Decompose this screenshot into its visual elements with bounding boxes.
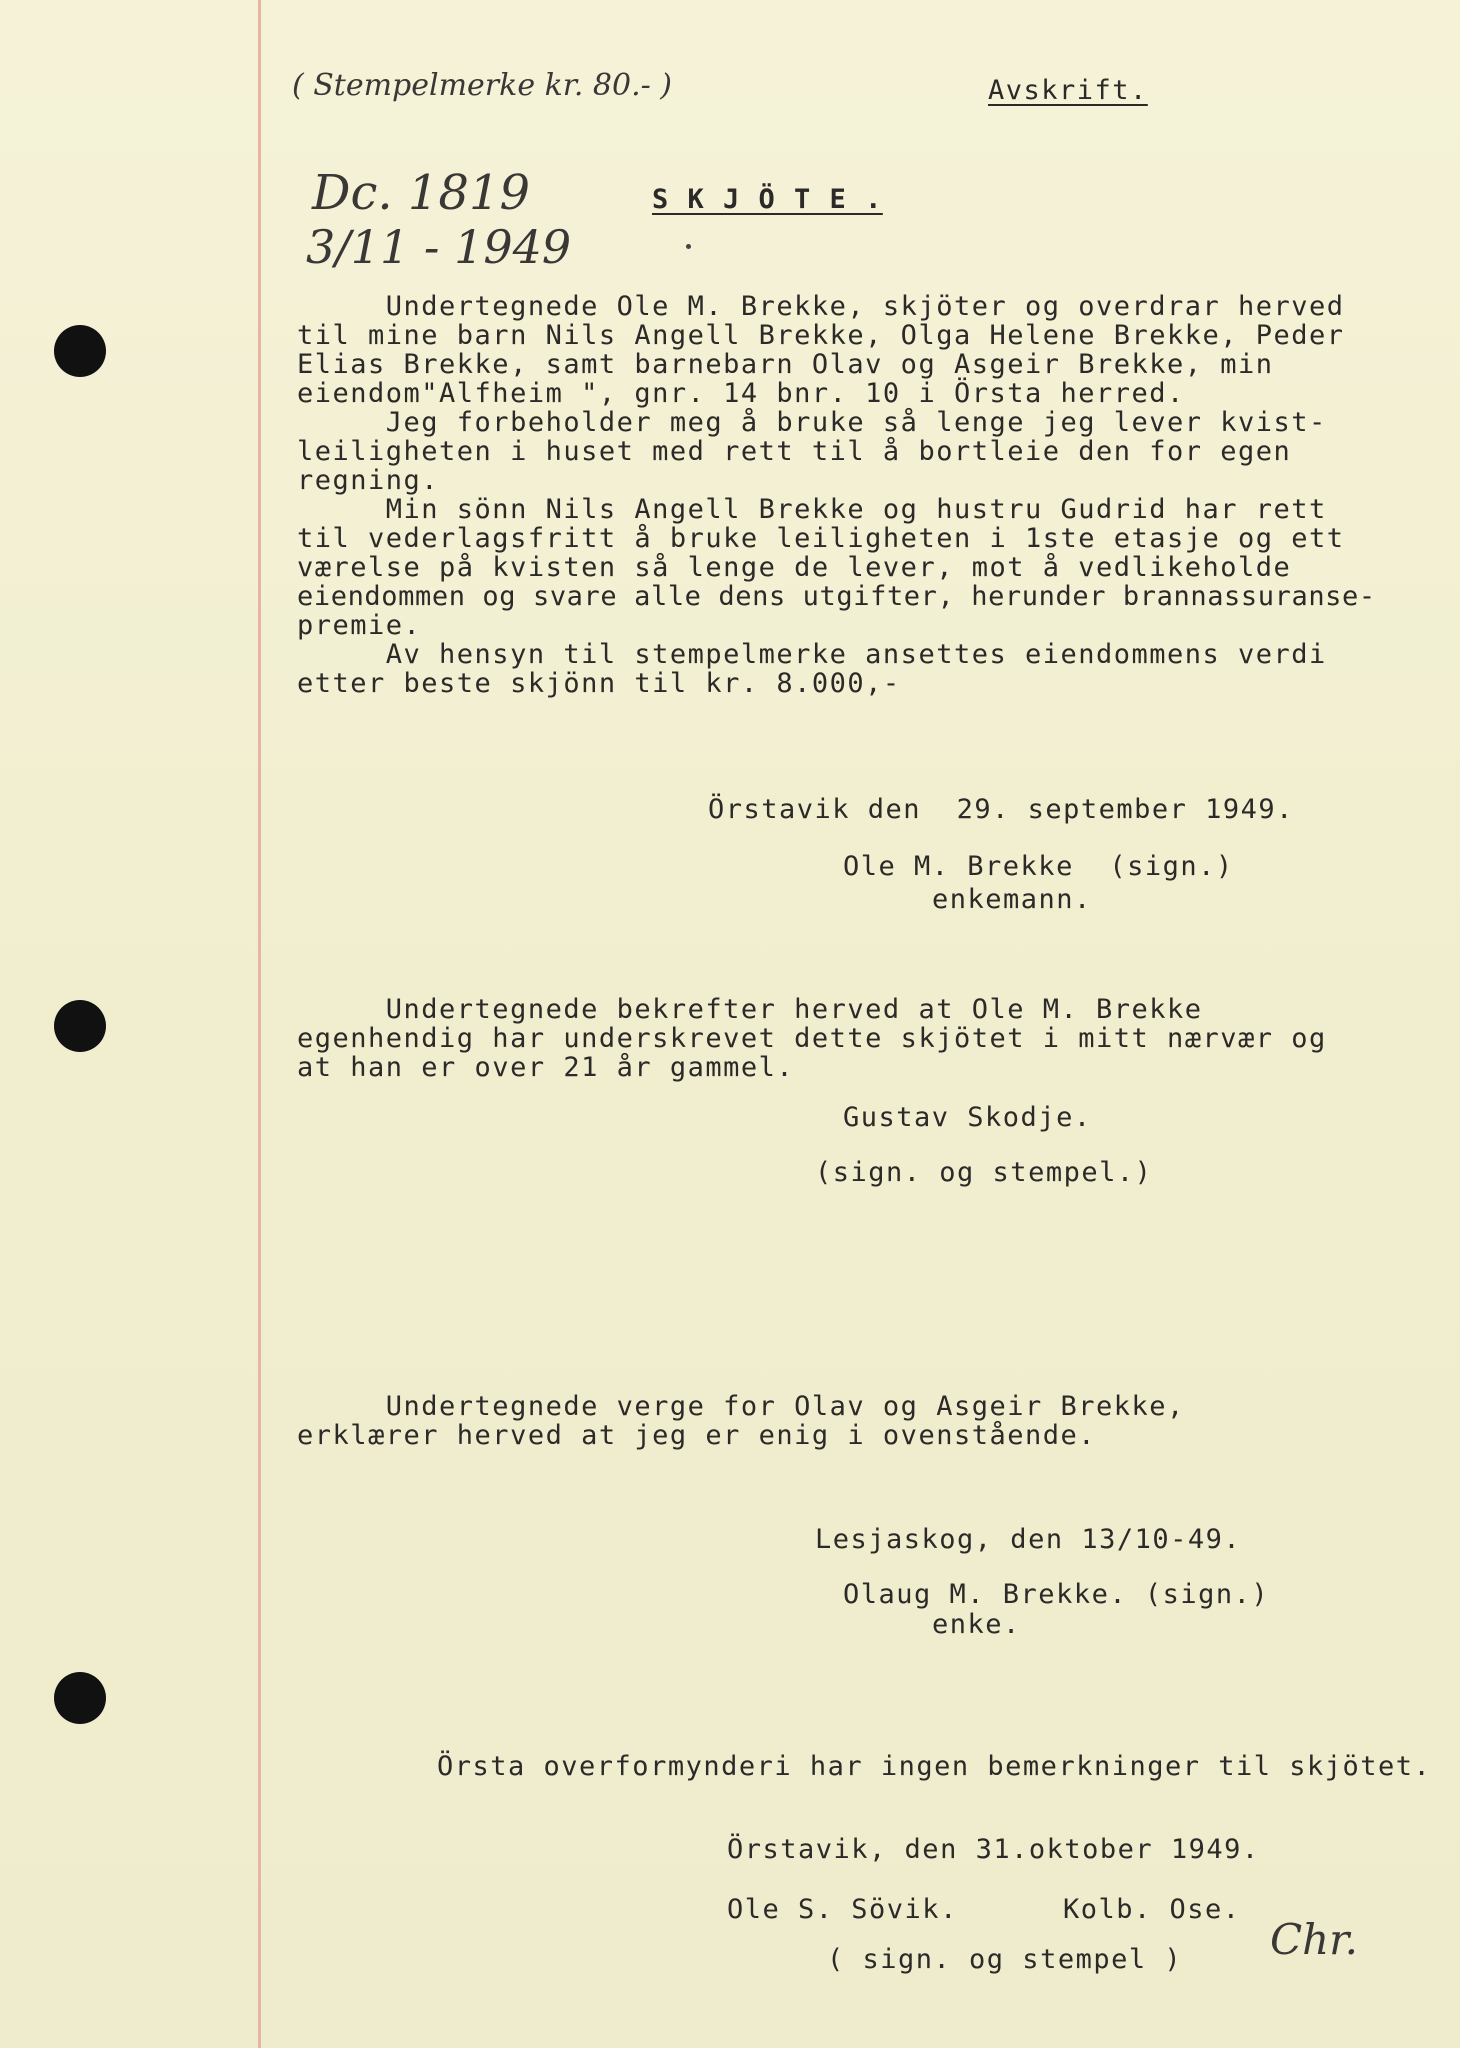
body-line: leiligheten i huset med rett til å bortleie den for egen [297, 436, 1292, 467]
witness-name: Gustav Skodje. [843, 1102, 1092, 1133]
document-title: S K J Ö T E . [652, 184, 883, 215]
margin-line [258, 0, 261, 2048]
guardian-status: enke. [932, 1609, 1021, 1640]
body-line: Elias Brekke, samt barnebarn Olav og Asgeir Brekke, min [297, 349, 1274, 380]
body-line: Undertegnede Ole M. Brekke, skjöter og overdrar herved [297, 291, 1345, 322]
registration-number: Dc. 1819 [312, 165, 531, 221]
punch-hole [54, 1672, 106, 1724]
avskrift-label: Avskrift. [988, 75, 1148, 106]
witness-line: at han er over 21 år gammel. [297, 1052, 795, 1083]
overformynderi-place-date: Örstavik, den 31.oktober 1949. [727, 1834, 1260, 1865]
body-line: til mine barn Nils Angell Brekke, Olga Helene Brekke, Peder [297, 320, 1345, 351]
guardian-name: Olaug M. Brekke. (sign.) [843, 1579, 1270, 1610]
overformynderi-name-2: Kolb. Ose. [1063, 1894, 1241, 1925]
overformynderi-sign: ( sign. og stempel ) [827, 1944, 1183, 1975]
body-line: etter beste skjönn til kr. 8.000,- [297, 668, 901, 699]
guardian-place-date: Lesjaskog, den 13/10-49. [815, 1524, 1242, 1555]
guardian-line: erklærer herved at jeg er enig i ovenstående. [297, 1420, 1096, 1451]
signer-name-1: Ole M. Brekke (sign.) [843, 851, 1234, 882]
stamp-note: ( Stempelmerke kr. 80.- ) [292, 68, 672, 103]
overformynderi-name-1: Ole S. Sövik. [727, 1894, 958, 1925]
overformynderi-statement: Örsta overformynderi har ingen bemerkninger til skjötet. [437, 1751, 1432, 1782]
signer-status-1: enkemann. [932, 884, 1092, 915]
registration-date: 3/11 - 1949 [306, 220, 572, 274]
witness-sign: (sign. og stempel.) [815, 1157, 1153, 1188]
body-line: premie. [297, 610, 422, 641]
witness-line: egenhendig har underskrevet dette skjötet i mitt nærvær og [297, 1023, 1327, 1054]
body-line: Jeg forbeholder meg å bruke så lenge jeg lever kvist- [297, 407, 1327, 438]
body-line: Min sönn Nils Angell Brekke og hustru Gudrid har rett [297, 494, 1327, 525]
body-line: Av hensyn til stempelmerke ansettes eiendommens verdi [297, 639, 1327, 670]
ink-dot [686, 244, 691, 249]
witness-line: Undertegnede bekrefter herved at Ole M. Brekke [297, 994, 1203, 1025]
guardian-line: Undertegnede verge for Olav og Asgeir Brekke, [297, 1391, 1185, 1422]
punch-hole [54, 1000, 106, 1052]
punch-hole [54, 325, 106, 377]
place-date-1: Örstavik den 29. september 1949. [708, 794, 1294, 825]
body-line: værelse på kvisten så lenge de lever, mot å vedlikeholde [297, 552, 1292, 583]
handwritten-initials: Chr. [1270, 1915, 1358, 1964]
body-line: regning. [297, 465, 440, 496]
body-line: eiendom"Alfheim ", gnr. 14 bnr. 10 i Örsta herred. [297, 378, 1185, 409]
body-line: til vederlagsfritt å bruke leiligheten i 1ste etasje og ett [297, 523, 1345, 554]
body-line: eiendommen og svare alle dens utgifter, herunder brannassuranse- [297, 581, 1376, 612]
